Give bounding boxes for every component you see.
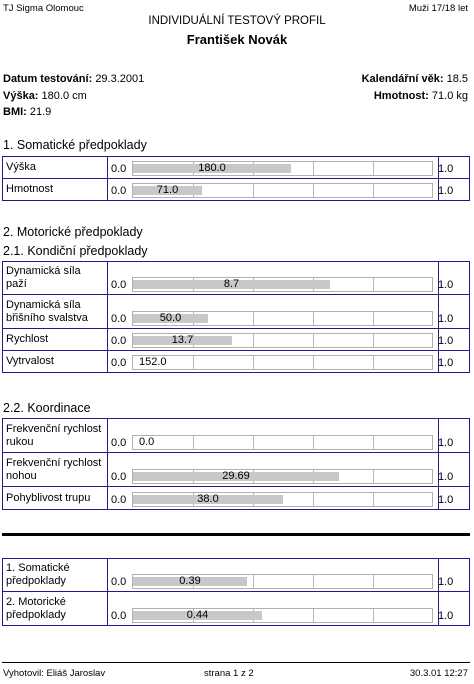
gridline — [253, 436, 254, 449]
weight-value: 71.0 kg — [431, 90, 468, 102]
bar-cell — [108, 487, 439, 509]
row-label: Dynamická síla břišního svalstva — [2, 295, 108, 328]
section-somatic: 1. Somatické předpoklady — [3, 138, 147, 152]
bmi-label: BMI: — [3, 106, 27, 118]
bar-cell — [108, 453, 439, 486]
bar-cell — [108, 419, 439, 452]
gridline — [373, 493, 374, 506]
bar-value-label: 0.44 — [186, 609, 209, 621]
report-title: INDIVIDUÁLNÍ TESTOVÝ PROFIL — [148, 15, 326, 27]
bar-value-label: 180.0 — [198, 162, 226, 174]
row-label: Pohyblivost trupu — [2, 487, 108, 509]
scale-max-label: 1.0 — [438, 163, 454, 175]
bar-track — [132, 469, 433, 484]
gridline — [373, 470, 374, 483]
age-value: 18.5 — [446, 73, 468, 85]
chart-row — [2, 329, 470, 351]
gridline — [313, 493, 314, 506]
section-motor: 2. Motorické předpoklady — [3, 225, 143, 239]
scale-min-label: 0.0 — [111, 335, 127, 347]
bar-track — [132, 492, 433, 507]
bar-track — [132, 608, 433, 623]
bar-track — [132, 161, 433, 176]
table-conditioning — [2, 261, 470, 373]
gridline — [373, 184, 374, 197]
bar-value-label: 0.39 — [179, 575, 201, 587]
gridline — [253, 184, 254, 197]
scale-max-label: 1.0 — [438, 437, 454, 449]
table-summary — [2, 558, 470, 626]
bar-value-label: 152.0 — [139, 356, 167, 368]
author-name: Eliáš Jaroslav — [46, 668, 106, 679]
scale-min-label: 0.0 — [111, 437, 127, 449]
gridline — [313, 334, 314, 347]
scale-max-label: 1.0 — [438, 610, 454, 622]
section-divider — [2, 533, 470, 536]
gridline — [313, 609, 314, 622]
section-conditioning: 2.1. Kondiční předpoklady — [3, 244, 148, 258]
chart-row — [2, 419, 470, 453]
row-label: Dynamická síla paží — [2, 262, 108, 294]
scale-min-label: 0.0 — [111, 279, 127, 291]
scale-min-label: 0.0 — [111, 576, 127, 588]
scale-max-label: 1.0 — [438, 576, 454, 588]
author-info — [3, 668, 105, 679]
footer-rule — [2, 662, 470, 663]
bar-cell — [108, 592, 439, 625]
test-date — [3, 73, 144, 85]
row-label: 2. Motorické předpoklady — [2, 592, 108, 625]
club-name: TJ Sigma Olomouc — [3, 3, 84, 14]
bmi-value: 21.9 — [29, 106, 52, 118]
bar-track — [132, 574, 433, 589]
calendar-age — [362, 73, 468, 85]
scale-max-label: 1.0 — [438, 335, 454, 347]
gridline — [313, 162, 314, 175]
gridline — [313, 356, 314, 369]
bar-value-label: 13.7 — [171, 334, 194, 346]
gridline — [373, 575, 374, 588]
bar-track — [132, 333, 433, 348]
chart-row — [2, 559, 470, 592]
scale-min-label: 0.0 — [111, 357, 127, 369]
scale-min-label: 0.0 — [111, 471, 127, 483]
age-category: Muži 17/18 let — [408, 3, 468, 14]
bar-value-label: 29.69 — [222, 470, 250, 482]
weight-info — [374, 90, 468, 102]
test-date-value: 29.3.2001 — [95, 73, 145, 85]
gridline — [373, 334, 374, 347]
gridline — [373, 278, 374, 291]
scale-max-label: 1.0 — [438, 357, 454, 369]
table-somatic — [2, 156, 470, 201]
row-label: Výška — [2, 157, 108, 178]
bmi-info — [3, 106, 51, 118]
weight-label: Hmotnost: — [373, 90, 429, 102]
gridline — [253, 356, 254, 369]
chart-row — [2, 453, 470, 487]
gridline — [253, 334, 254, 347]
row-label: Vytrvalost — [2, 351, 108, 372]
table-coordination — [2, 418, 470, 510]
page-number: strana 1 z 2 — [204, 668, 254, 679]
gridline — [313, 436, 314, 449]
scale-min-label: 0.0 — [111, 494, 127, 506]
athlete-name: František Novák — [186, 32, 288, 47]
chart-row — [2, 592, 470, 626]
chart-row — [2, 351, 470, 373]
bar-cell — [108, 295, 439, 328]
row-label: Rychlost — [2, 329, 108, 350]
test-date-label: Datum testování: — [3, 73, 93, 85]
bar-value-label: 8.7 — [223, 278, 240, 290]
row-label: 1. Somatické předpoklady — [2, 559, 108, 591]
bar-track — [132, 183, 433, 198]
bar-value-label: 0.0 — [139, 436, 155, 448]
scale-max-label: 1.0 — [438, 185, 454, 197]
scale-min-label: 0.0 — [111, 610, 127, 622]
bar-cell — [108, 157, 439, 178]
gridline — [253, 312, 254, 325]
bar-cell — [108, 179, 439, 200]
bar-track — [132, 435, 433, 450]
bar-value-label: 50.0 — [159, 312, 182, 324]
gridline — [193, 436, 194, 449]
author-label: Vyhotovil: — [3, 668, 44, 679]
gridline — [373, 609, 374, 622]
height-value: 180.0 cm — [41, 90, 87, 102]
scale-max-label: 1.0 — [438, 313, 454, 325]
bar-track — [132, 311, 433, 326]
gridline — [313, 184, 314, 197]
chart-row — [2, 487, 470, 510]
scale-min-label: 0.0 — [111, 185, 127, 197]
chart-row — [2, 262, 470, 295]
gridline — [373, 312, 374, 325]
chart-row — [2, 295, 470, 329]
gridline — [373, 356, 374, 369]
gridline — [193, 356, 194, 369]
gridline — [313, 312, 314, 325]
row-label: Frekvenční rychlost rukou — [2, 419, 108, 452]
bar-value-label: 71.0 — [156, 184, 179, 196]
scale-min-label: 0.0 — [111, 313, 127, 325]
gridline — [373, 436, 374, 449]
bar-cell — [108, 329, 439, 350]
scale-max-label: 1.0 — [438, 494, 454, 506]
row-label: Hmotnost — [2, 179, 108, 200]
chart-row — [2, 157, 470, 179]
scale-max-label: 1.0 — [438, 279, 454, 291]
bar-track — [132, 277, 433, 292]
section-coordination: 2.2. Koordinace — [3, 401, 91, 415]
bar-cell — [108, 351, 439, 372]
bar-track — [132, 355, 433, 370]
bar-cell — [108, 559, 439, 591]
scale-min-label: 0.0 — [111, 163, 127, 175]
height-info — [3, 90, 87, 102]
height-label: Výška: — [3, 90, 39, 102]
gridline — [253, 575, 254, 588]
bar-value-label: 38.0 — [197, 493, 219, 505]
row-label: Frekvenční rychlost nohou — [2, 453, 108, 486]
print-date: 30.3.01 12:27 — [409, 668, 468, 679]
age-label: Kalendářní věk: — [361, 73, 444, 85]
gridline — [313, 575, 314, 588]
bar-cell — [108, 262, 439, 294]
chart-row — [2, 179, 470, 201]
scale-max-label: 1.0 — [438, 471, 454, 483]
gridline — [373, 162, 374, 175]
